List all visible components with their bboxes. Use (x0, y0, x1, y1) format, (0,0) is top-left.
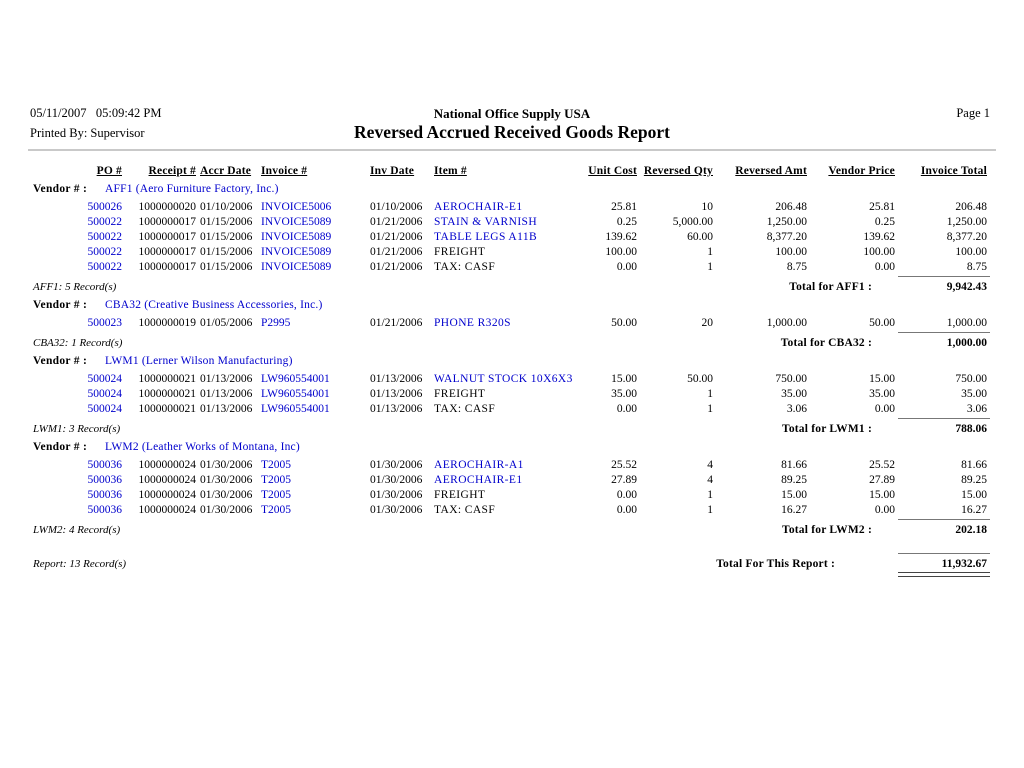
accrual-date: 01/13/2006 (200, 403, 253, 415)
report-row (0, 388, 1024, 404)
report-row (0, 403, 1024, 419)
vendor-number-label: Vendor # : (33, 183, 88, 195)
accrual-date: 01/13/2006 (200, 373, 253, 385)
invoice-total: 35.00 (961, 388, 987, 400)
unit-cost: 25.52 (611, 459, 637, 471)
accrual-date: 01/15/2006 (200, 216, 253, 228)
po-number-link-link[interactable]: 500023 (87, 317, 122, 329)
invoice-total: 750.00 (955, 373, 987, 385)
vendor-total-rule (898, 418, 990, 419)
header-divider (28, 149, 996, 151)
reversed-amt: 100.00 (775, 246, 807, 258)
vendor-total-value: 9,942.43 (946, 281, 987, 293)
invoice-number-link-link[interactable]: T2005 (261, 459, 292, 471)
reversed-amt: 89.25 (781, 474, 807, 486)
unit-cost: 15.00 (611, 373, 637, 385)
invoice-date: 01/10/2006 (370, 201, 423, 213)
item-number-link[interactable]: TABLE LEGS A11B (434, 231, 538, 243)
invoice-date: 01/30/2006 (370, 459, 423, 471)
report-row (0, 373, 1024, 389)
column-header-item: Item # (434, 165, 467, 177)
po-number-link-link[interactable]: 500036 (87, 474, 122, 486)
vendor-total-label: Total for CBA32 : (780, 337, 872, 349)
invoice-number-link-link[interactable]: LW960554001 (261, 373, 330, 385)
vendor-price: 35.00 (869, 388, 895, 400)
column-header-vendor-price: Vendor Price (828, 165, 895, 177)
accrual-date: 01/05/2006 (200, 317, 253, 329)
vendor-record-count: CBA32: 1 Record(s) (33, 337, 123, 349)
receipt-number: 1000000024 (138, 504, 196, 516)
reversed-qty: 1 (707, 504, 713, 516)
vendor-total-value: 202.18 (955, 524, 987, 536)
item-number-link[interactable]: AEROCHAIR-E1 (434, 474, 523, 486)
column-header-reversed-amt: Reversed Amt (735, 165, 807, 177)
receipt-number: 1000000017 (138, 216, 196, 228)
reversed-amt: 206.48 (775, 201, 807, 213)
reversed-qty: 1 (707, 246, 713, 258)
po-number-link-link[interactable]: 500036 (87, 459, 122, 471)
receipt-number: 1000000024 (138, 474, 196, 486)
reversed-amt: 8.75 (786, 261, 807, 273)
invoice-total: 1,250.00 (946, 216, 987, 228)
reversed-qty: 1 (707, 489, 713, 501)
reversed-qty: 1 (707, 403, 713, 415)
unit-cost: 50.00 (611, 317, 637, 329)
vendor-price: 0.00 (874, 403, 895, 415)
reversed-amt: 1,250.00 (766, 216, 807, 228)
vendor-header (0, 299, 1024, 315)
po-number-link-link[interactable]: 500036 (87, 504, 122, 516)
po-number-link-link[interactable]: 500036 (87, 489, 122, 501)
invoice-total: 8,377.20 (946, 231, 987, 243)
invoice-number-link-link[interactable]: LW960554001 (261, 403, 330, 415)
invoice-number-link-link[interactable]: INVOICE5089 (261, 231, 332, 243)
vendor-name-link[interactable]: AFF1 (Aero Furniture Factory, Inc.) (105, 183, 279, 195)
reversed-amt: 81.66 (781, 459, 807, 471)
receipt-number: 1000000017 (138, 231, 196, 243)
accrual-date: 01/10/2006 (200, 201, 253, 213)
invoice-total: 3.06 (966, 403, 987, 415)
column-header-invoice: Invoice # (261, 165, 308, 177)
vendor-header (0, 355, 1024, 371)
item-number: FREIGHT (434, 489, 486, 501)
po-number-link-link[interactable]: 500024 (87, 403, 122, 415)
invoice-number-link-link[interactable]: INVOICE5089 (261, 246, 332, 258)
invoice-total: 15.00 (961, 489, 987, 501)
report-row (0, 459, 1024, 475)
vendor-name-link[interactable]: CBA32 (Creative Business Accessories, Inc.) (105, 299, 323, 311)
po-number-link-link[interactable]: 500024 (87, 373, 122, 385)
reversed-qty: 1 (707, 388, 713, 400)
reversed-qty: 5,000.00 (672, 216, 713, 228)
invoice-date: 01/30/2006 (370, 504, 423, 516)
reversed-qty: 4 (707, 459, 713, 471)
report-row (0, 489, 1024, 505)
item-number-link[interactable]: WALNUT STOCK 10X6X3 (434, 373, 573, 385)
report-row (0, 201, 1024, 217)
vendor-summary-row (0, 337, 1024, 353)
invoice-total: 89.25 (961, 474, 987, 486)
po-number-link-link[interactable]: 500022 (87, 246, 122, 258)
invoice-date: 01/30/2006 (370, 474, 423, 486)
item-number: FREIGHT (434, 246, 486, 258)
vendor-number-label: Vendor # : (33, 299, 88, 311)
vendor-number-label: Vendor # : (33, 441, 88, 453)
invoice-total: 16.27 (961, 504, 987, 516)
reversed-qty: 10 (701, 201, 713, 213)
unit-cost: 0.00 (616, 261, 637, 273)
item-number-link[interactable]: AEROCHAIR-A1 (434, 459, 524, 471)
invoice-number-link-link[interactable]: LW960554001 (261, 388, 330, 400)
print-datetime: 05/11/2007 05:09:42 PM (30, 106, 162, 120)
report-total-rule-top (898, 553, 990, 554)
page-number: Page 1 (956, 106, 990, 120)
accrual-date: 01/15/2006 (200, 261, 253, 273)
vendor-summary-row (0, 423, 1024, 439)
po-number-link-link[interactable]: 500026 (87, 201, 122, 213)
reversed-qty: 4 (707, 474, 713, 486)
unit-cost: 100.00 (605, 246, 637, 258)
invoice-number-link-link[interactable]: T2005 (261, 474, 292, 486)
receipt-number: 1000000021 (138, 373, 196, 385)
invoice-number-link-link[interactable]: T2005 (261, 504, 292, 516)
column-header-unit-cost: Unit Cost (588, 165, 637, 177)
accrual-date: 01/30/2006 (200, 459, 253, 471)
vendor-price: 0.00 (874, 261, 895, 273)
invoice-total: 1,000.00 (946, 317, 987, 329)
report-row (0, 231, 1024, 247)
receipt-number: 1000000017 (138, 261, 196, 273)
report-total-rule-bottom (898, 572, 990, 577)
invoice-date: 01/21/2006 (370, 216, 423, 228)
report-row (0, 261, 1024, 277)
invoice-total: 206.48 (955, 201, 987, 213)
vendor-total-value: 788.06 (955, 423, 987, 435)
reversed-amt: 35.00 (781, 388, 807, 400)
item-number: FREIGHT (434, 388, 486, 400)
vendor-name-link[interactable]: LWM1 (Lerner Wilson Manufacturing) (105, 355, 293, 367)
vendor-total-rule (898, 519, 990, 520)
vendor-total-label: Total for LWM1 : (782, 423, 872, 435)
invoice-date: 01/21/2006 (370, 317, 423, 329)
unit-cost: 0.25 (616, 216, 637, 228)
vendor-price: 15.00 (869, 373, 895, 385)
vendor-number-label: Vendor # : (33, 355, 88, 367)
report-row (0, 246, 1024, 262)
invoice-total: 81.66 (961, 459, 987, 471)
item-number-link[interactable]: STAIN & VARNISH (434, 216, 538, 228)
reversed-amt: 750.00 (775, 373, 807, 385)
unit-cost: 35.00 (611, 388, 637, 400)
vendor-price: 0.25 (874, 216, 895, 228)
vendor-total-rule (898, 332, 990, 333)
accrual-date: 01/15/2006 (200, 231, 253, 243)
vendor-total-label: Total for AFF1 : (789, 281, 872, 293)
report-row (0, 474, 1024, 490)
report-summary-row (0, 558, 1024, 574)
reversed-qty: 60.00 (687, 231, 713, 243)
invoice-date: 01/21/2006 (370, 231, 423, 243)
report-record-count: Report: 13 Record(s) (33, 558, 127, 570)
vendor-header (0, 441, 1024, 457)
unit-cost: 25.81 (611, 201, 637, 213)
column-header-row (0, 165, 1024, 181)
invoice-date: 01/13/2006 (370, 388, 423, 400)
item-number: TAX: CASF (434, 261, 496, 273)
column-header-reversed-qty: Reversed Qty (643, 165, 713, 177)
item-number: TAX: CASF (434, 504, 496, 516)
vendor-price: 100.00 (863, 246, 895, 258)
column-header-accr-date: Accr Date (200, 165, 252, 177)
vendor-name-link[interactable]: LWM2 (Leather Works of Montana, Inc) (105, 441, 300, 453)
po-number-link-link[interactable]: 500022 (87, 231, 122, 243)
vendor-record-count: LWM1: 3 Record(s) (33, 423, 121, 435)
item-number-link[interactable]: AEROCHAIR-E1 (434, 201, 523, 213)
accrual-date: 01/30/2006 (200, 489, 253, 501)
report-row (0, 504, 1024, 520)
report-row (0, 317, 1024, 333)
po-number-link-link[interactable]: 500022 (87, 261, 122, 273)
column-header-receipt: Receipt # (148, 165, 196, 177)
accrual-date: 01/13/2006 (200, 388, 253, 400)
column-header-po: PO # (96, 165, 122, 177)
unit-cost: 139.62 (605, 231, 637, 243)
vendor-total-value: 1,000.00 (946, 337, 987, 349)
receipt-number: 1000000017 (138, 246, 196, 258)
invoice-date: 01/13/2006 (370, 403, 423, 415)
report-row (0, 216, 1024, 232)
invoice-number-link-link[interactable]: INVOICE5089 (261, 216, 332, 228)
item-number: TAX: CASF (434, 403, 496, 415)
invoice-number-link-link[interactable]: T2005 (261, 489, 292, 501)
invoice-total: 100.00 (955, 246, 987, 258)
invoice-date: 01/30/2006 (370, 489, 423, 501)
printed-by: Printed By: Supervisor (30, 126, 145, 140)
invoice-number-link-link[interactable]: P2995 (261, 317, 291, 329)
reversed-qty: 50.00 (687, 373, 713, 385)
po-number-link-link[interactable]: 500022 (87, 216, 122, 228)
accrual-date: 01/30/2006 (200, 504, 253, 516)
report-total-label: Total For This Report : (716, 558, 835, 570)
receipt-number: 1000000021 (138, 388, 196, 400)
reversed-amt: 15.00 (781, 489, 807, 501)
reversed-amt: 3.06 (786, 403, 807, 415)
invoice-date: 01/21/2006 (370, 246, 423, 258)
reversed-qty: 1 (707, 261, 713, 273)
column-header-inv-date: Inv Date (370, 165, 415, 177)
vendor-total-label: Total for LWM2 : (782, 524, 872, 536)
receipt-number: 1000000019 (138, 317, 196, 329)
column-header-invoice-total: Invoice Total (920, 165, 987, 177)
reversed-qty: 20 (701, 317, 713, 329)
invoice-number-link-link[interactable]: INVOICE5089 (261, 261, 332, 273)
receipt-number: 1000000021 (138, 403, 196, 415)
company-name: National Office Supply USA (433, 106, 591, 121)
invoice-total: 8.75 (966, 261, 987, 273)
vendor-record-count: LWM2: 4 Record(s) (33, 524, 121, 536)
vendor-price: 139.62 (863, 231, 895, 243)
vendor-summary-row (0, 524, 1024, 540)
vendor-price: 27.89 (869, 474, 895, 486)
receipt-number: 1000000020 (138, 201, 196, 213)
unit-cost: 0.00 (616, 504, 637, 516)
po-number-link-link[interactable]: 500024 (87, 388, 122, 400)
accrual-date: 01/15/2006 (200, 246, 253, 258)
unit-cost: 0.00 (616, 403, 637, 415)
vendor-price: 25.52 (869, 459, 895, 471)
item-number-link[interactable]: PHONE R320S (434, 317, 511, 329)
vendor-total-rule (898, 276, 990, 277)
vendor-record-count: AFF1: 5 Record(s) (33, 281, 117, 293)
vendor-price: 50.00 (869, 317, 895, 329)
receipt-number: 1000000024 (138, 489, 196, 501)
invoice-date: 01/13/2006 (370, 373, 423, 385)
receipt-number: 1000000024 (138, 459, 196, 471)
unit-cost: 0.00 (616, 489, 637, 501)
vendor-price: 15.00 (869, 489, 895, 501)
report-total-value: 11,932.67 (941, 558, 987, 570)
accrual-date: 01/30/2006 (200, 474, 253, 486)
reversed-amt: 8,377.20 (766, 231, 807, 243)
vendor-price: 0.00 (874, 504, 895, 516)
vendor-price: 25.81 (869, 201, 895, 213)
vendor-summary-row (0, 281, 1024, 297)
vendor-header (0, 183, 1024, 199)
reversed-amt: 16.27 (781, 504, 807, 516)
unit-cost: 27.89 (611, 474, 637, 486)
invoice-date: 01/21/2006 (370, 261, 423, 273)
reversed-amt: 1,000.00 (766, 317, 807, 329)
report-title: Reversed Accrued Received Goods Report (354, 122, 670, 142)
invoice-number-link-link[interactable]: INVOICE5006 (261, 201, 332, 213)
